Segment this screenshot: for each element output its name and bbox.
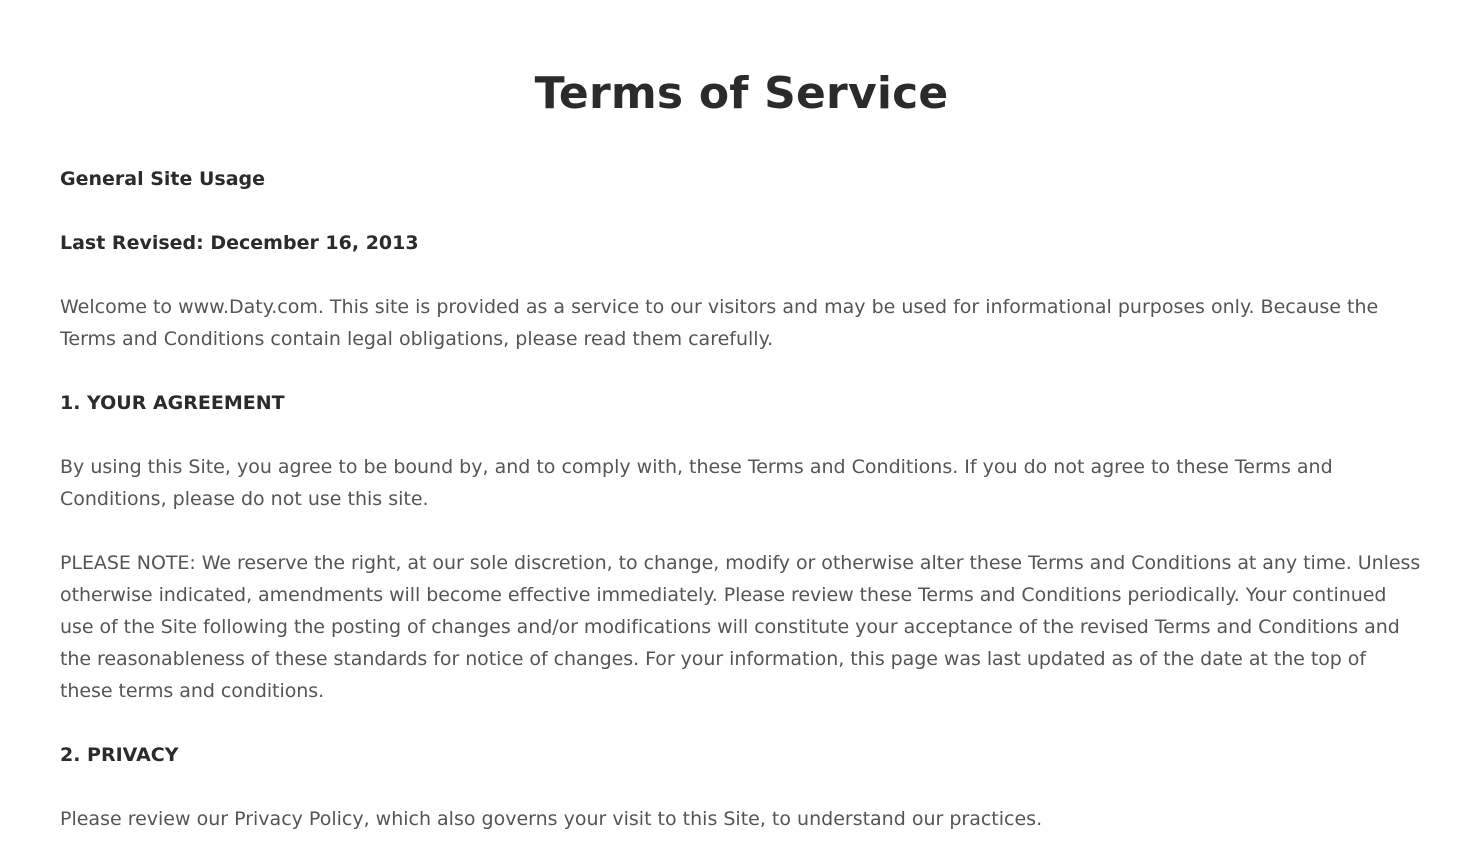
privacy-heading: 2. PRIVACY	[60, 744, 179, 766]
your-agreement-heading: 1. YOUR AGREEMENT	[60, 392, 285, 414]
last-revised-heading: Last Revised: December 16, 2013	[60, 232, 419, 254]
welcome-paragraph: Welcome to www.Daty.com. This site is provided as a service to our visitors and may be used for informational purposes only. Because the Terms and Conditions contain legal obligations, please read them carefully.	[60, 296, 1379, 350]
agreement-paragraph: By using this Site, you agree to be bound by, and to comply with, these Terms and Conditions. If you do not agree to these Terms and Conditions, please do not use this site.	[60, 456, 1333, 510]
privacy-paragraph: Please review our Privacy Policy, which also governs your visit to this Site, to understand our practices.	[60, 808, 1043, 830]
terms-content	[60, 163, 1423, 835]
general-site-usage-heading: General Site Usage	[60, 168, 266, 190]
please-note-paragraph: PLEASE NOTE: We reserve the right, at our sole discretion, to change, modify or otherwise alter these Terms and Conditions at any time. Unless otherwise indicated, amendments will become effective immediately. Please review these Terms and Conditions periodically. Your continued use of the Site following the posting of changes and/or modifications will constitute your acceptance of the revised Terms and Conditions and the reasonableness of these standards for notice of changes. For your information, this page was last updated as of the date at the top of these terms and conditions.	[60, 552, 1421, 702]
page-title: Terms of Service	[534, 68, 949, 119]
